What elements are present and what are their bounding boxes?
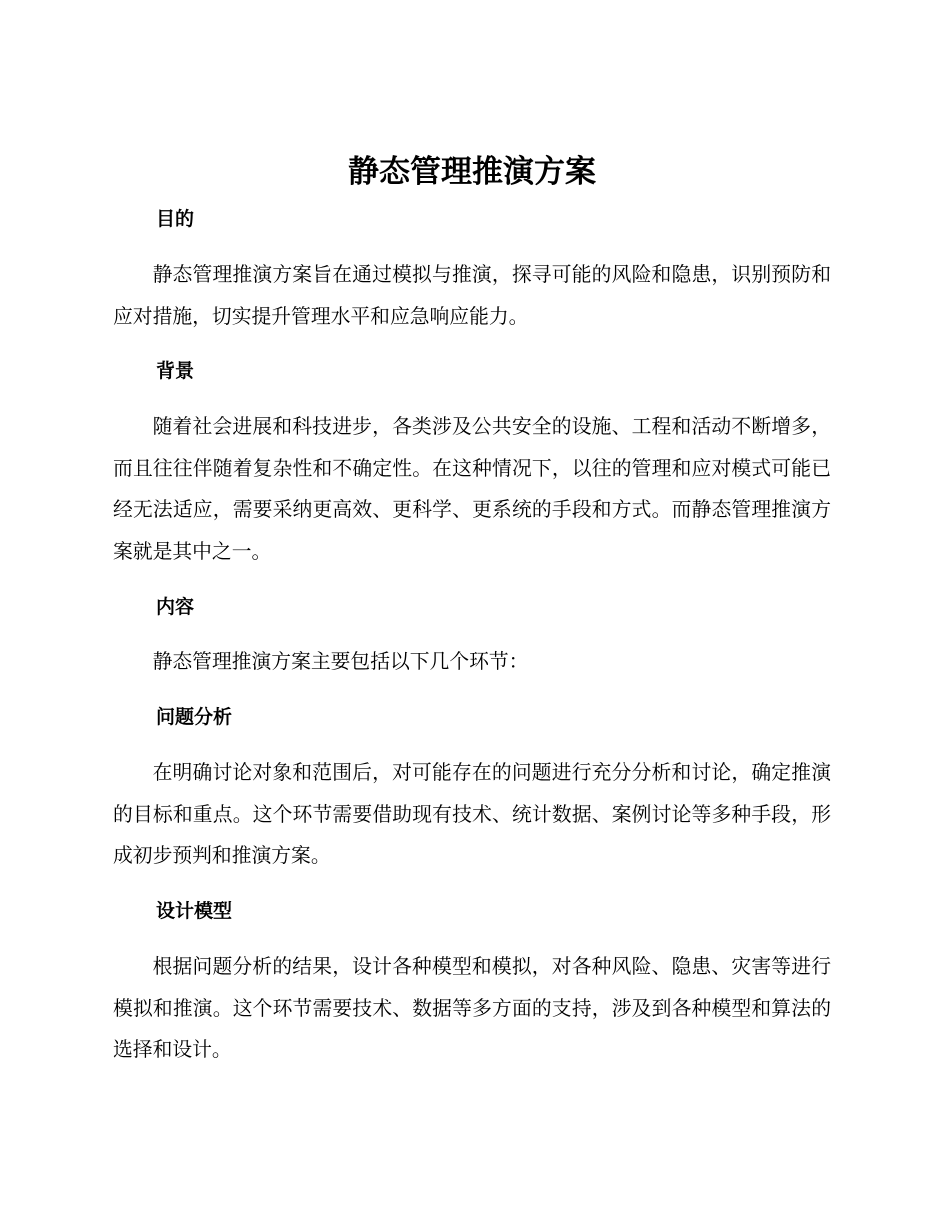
section-heading-model-design: 设计模型: [156, 900, 233, 922]
section-paragraph-purpose: 静态管理推演方案旨在通过模拟与推演，探寻可能的风险和隐患，识别预防和应对措施，切实提升管理水平和应急响应能力。: [113, 263, 831, 328]
section-paragraph-background: 随着社会进展和科技进步，各类涉及公共安全的设施、工程和活动不断增多，而且往往伴随着复杂性和不确定性。在这种情况下，以往的管理和应对模式可能已经无法适应，需要采纳更高效、更科学、更系统的手段和方式。而静态管理推演方案就是其中之一。: [113, 415, 831, 563]
document-title: 静态管理推演方案: [348, 154, 596, 190]
section-paragraph-problem-analysis: 在明确讨论对象和范围后，对可能存在的问题进行充分分析和讨论，确定推演的目标和重点。这个环节需要借助现有技术、统计数据、案例讨论等多种手段，形成初步预判和推演方案。: [113, 761, 831, 867]
section-paragraph-content: 静态管理推演方案主要包括以下几个环节：: [152, 650, 529, 673]
section-heading-problem-analysis: 问题分析: [156, 706, 233, 728]
section-paragraph-model-design: 根据问题分析的结果，设计各种模型和模拟，对各种风险、隐患、灾害等进行模拟和推演。这个环节需要技术、数据等多方面的支持，涉及到各种模型和算法的选择和设计。: [113, 955, 831, 1061]
section-heading-purpose: 目的: [156, 208, 195, 230]
section-heading-content: 内容: [156, 596, 195, 618]
section-heading-background: 背景: [156, 360, 195, 382]
